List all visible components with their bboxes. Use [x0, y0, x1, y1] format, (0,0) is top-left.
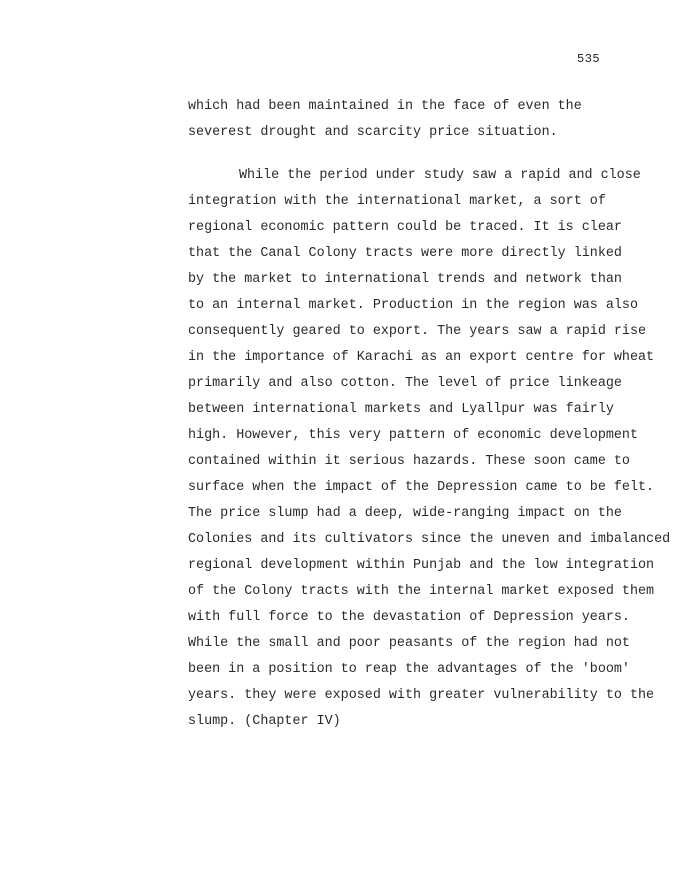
- text-line: to an internal market. Production in the region was also: [188, 298, 638, 313]
- text-line: with full force to the devastation of Depression years.: [188, 610, 630, 625]
- text-line: Colonies and its cultivators since the uneven and imbalanced: [188, 532, 671, 547]
- text-line: in the importance of Karachi as an export centre for wheat: [188, 350, 655, 365]
- text-line: While the period under study saw a rapid and close: [239, 168, 641, 183]
- text-line: high. However, this very pattern of economic development: [188, 428, 638, 443]
- text-line: been in a position to reap the advantages of the 'boom': [188, 662, 630, 677]
- text-line: that the Canal Colony tracts were more directly linked: [188, 246, 622, 261]
- text-line: contained within it serious hazards. These soon came to: [188, 454, 630, 469]
- text-line: primarily and also cotton. The level of price linkeage: [188, 376, 622, 391]
- text-line: which had been maintained in the face of even the: [188, 99, 582, 114]
- text-line: by the market to international trends and network than: [188, 272, 622, 287]
- text-line: integration with the international market, a sort of: [188, 194, 606, 209]
- text-line: years. they were exposed with greater vulnerability to the: [188, 688, 655, 703]
- text-line: surface when the impact of the Depression came to be felt.: [188, 480, 655, 495]
- text-line: consequently geared to export. The years saw a rapid rise: [188, 324, 647, 339]
- text-line: slump. (Chapter IV): [188, 714, 341, 729]
- text-line: between international markets and Lyallpur was fairly: [188, 402, 614, 417]
- text-line: The price slump had a deep, wide-ranging impact on the: [188, 506, 622, 521]
- text-line: of the Colony tracts with the internal market exposed them: [188, 584, 655, 599]
- page-number: 535: [577, 52, 601, 66]
- text-line: regional development within Punjab and the low integration: [188, 558, 655, 573]
- text-line: regional economic pattern could be traced. It is clear: [188, 220, 622, 235]
- text-line: While the small and poor peasants of the region had not: [188, 636, 630, 651]
- text-line: severest drought and scarcity price situation.: [188, 125, 558, 140]
